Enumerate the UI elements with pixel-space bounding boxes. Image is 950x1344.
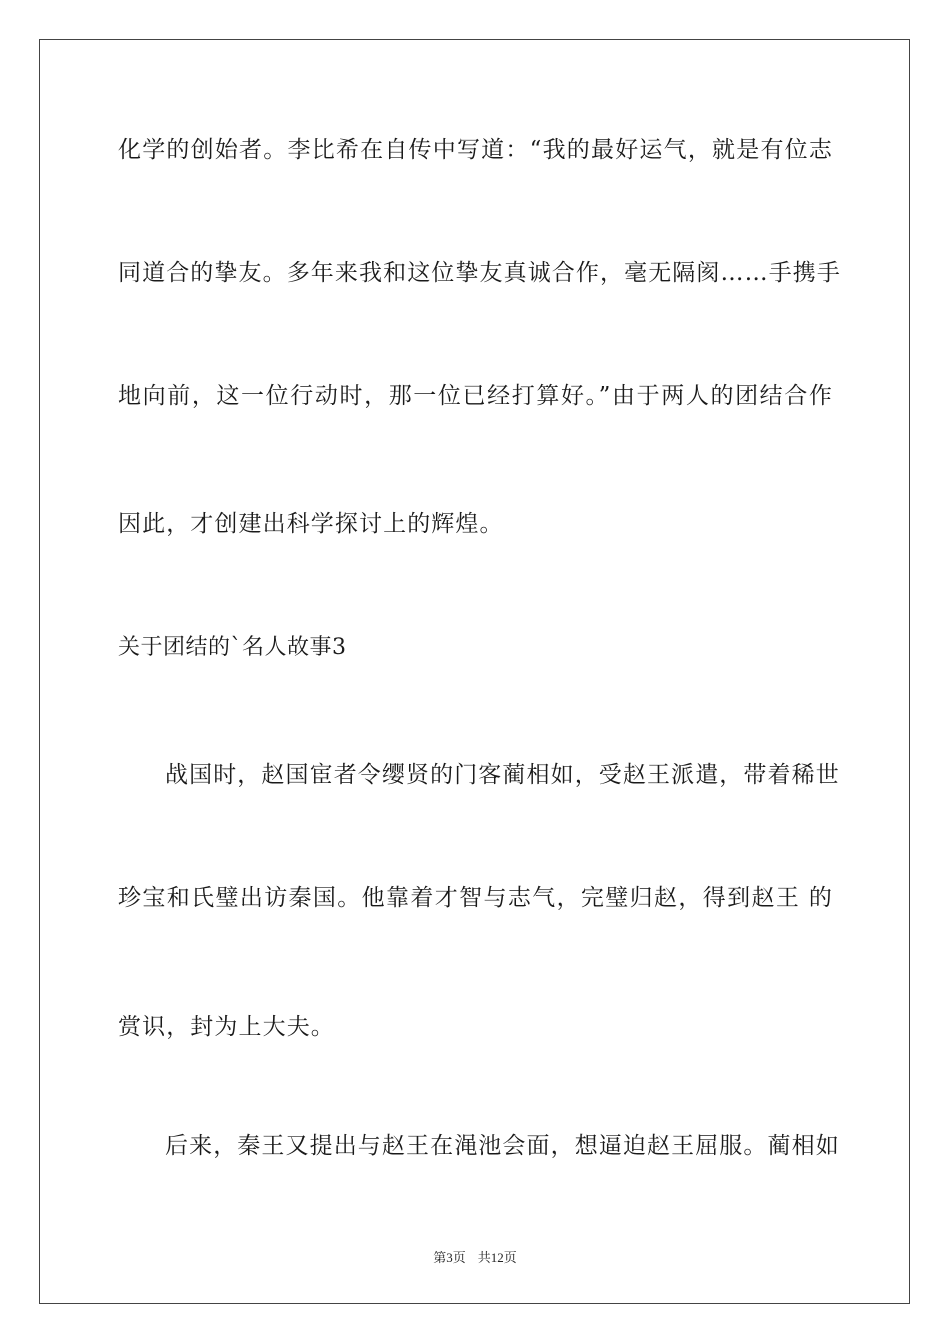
page-footer <box>0 1247 950 1266</box>
body-text-line: 地向前，这一位行动时，那一位已经打算好。”由于两人的团结合作 <box>118 383 833 409</box>
page-border <box>39 39 910 1304</box>
paragraph-first-line: 后来，秦王又提出与赵王在渑池会面，想逼迫赵王屈服。蔺相如 <box>165 1133 840 1159</box>
body-text-line: 化学的创始者。李比希在自传中写道：“我的最好运气，就是有位志 <box>118 137 833 163</box>
body-text-line: 珍宝和氏璧出访秦国。他靠着才智与志气，完璧归赵，得到赵王 的 <box>118 885 833 911</box>
page-number: 第3页 <box>433 1250 466 1265</box>
page-total: 共12页 <box>477 1250 517 1265</box>
body-text-line: 因此，才创建出科学探讨上的辉煌。 <box>118 511 504 537</box>
body-text-line: 赏识，封为上大夫。 <box>118 1014 335 1040</box>
body-text-line: 同道合的挚友。多年来我和这位挚友真诚合作，毫无隔阂……手携手 <box>118 260 841 286</box>
paragraph-first-line: 战国时，赵国宦者令缨贤的门客蔺相如，受赵王派遣，带着稀世 <box>165 762 840 788</box>
section-heading: 关于团结的`名人故事3 <box>118 635 347 660</box>
